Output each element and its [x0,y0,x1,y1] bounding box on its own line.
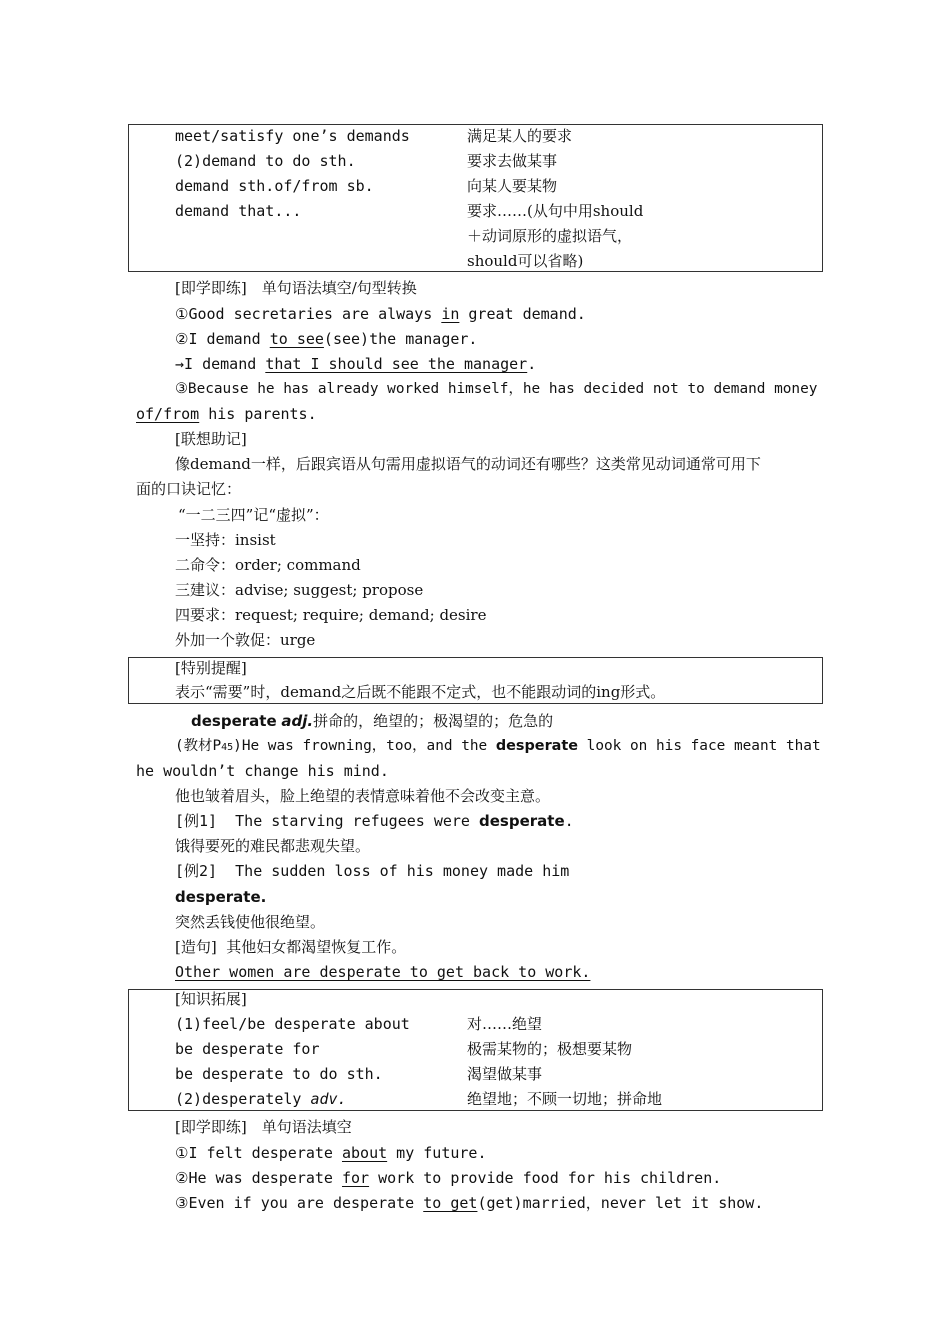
list-item: 二命令：order; command [175,556,361,574]
list-item: 外加一个敦促：urge [175,631,316,649]
part-of-speech: adj. [281,712,314,730]
table-row-meaning: 满足某人的要求 [467,127,573,145]
exercise-line: ②He was desperate for work to provide food for his children. [175,1169,722,1187]
table-row: (2)demand to do sth. [175,152,356,170]
answer-blank: that I should see the manager [265,355,528,373]
answer-blank: to see [269,330,324,348]
make-sentence: [造句] 其他妇女都渴望恢复工作。 [175,938,407,956]
exercise-line: ①Good secretaries are always in great demand. [175,305,586,323]
exercise-line: ③Even if you are desperate to get(get)married，never let it show. [175,1194,764,1212]
textbook-translation: 他也皱着眉头，脸上绝望的表情意味着他不会改变主意。 [175,787,551,805]
table-row: demand that... [175,202,302,220]
practice-heading: [即学即练] 单句语法填空 [175,1118,352,1136]
textbook-sentence: he wouldn’t change his mind. [136,762,389,780]
table-row-meaning: 极需某物的；极想要某物 [467,1040,633,1058]
table-row: meet/satisfy one’s demands [175,127,410,145]
table-row: be desperate to do sth. [175,1065,383,1083]
memory-paragraph: 像demand一样，后跟宾语从句需用虚拟语气的动词还有哪些？这类常见动词通常可用下 [175,455,761,473]
answer-blank: in [441,305,460,323]
answer-blank: to get [423,1194,478,1212]
exercise-line: ①I felt desperate about my future. [175,1144,487,1162]
table-row-meaning: 要求去做某事 [467,152,558,170]
textbook-sentence: (教材P45)He was frowning，too，and the desperate look on his face meant that [175,738,821,754]
list-item: 三建议：advise; suggest; propose [175,581,424,599]
table-row: be desperate for [175,1040,320,1058]
table-row-meaning: ＋动词原形的虚拟语气， [467,227,633,245]
practice-heading: [即学即练] 单句语法填空/句型转换 [175,279,417,297]
example-sentence: [例1] The starving refugees were desperate. [175,812,574,830]
exercise-line: ②I demand to see(see)the manager. [175,330,478,348]
exercise-line: →I demand that I should see the manager. [175,355,537,373]
table-row-meaning: 向某人要某物 [467,177,558,195]
example-sentence: [例2] The sudden loss of his money made him [175,862,570,880]
answer-blank: of/from [136,405,200,423]
exercise-line: of/from his parents. [136,405,317,423]
table-row: demand sth.of/from sb. [175,177,374,195]
memory-paragraph: 面的口诀记忆： [136,480,242,498]
example-translation: 饿得要死的难民都悲观失望。 [175,837,371,855]
table-row: (2)desperately adv. [175,1090,347,1108]
memory-rhyme: “一二三四”记“虚拟”： [178,506,329,524]
table-row-meaning: 要求……(从句中用should [467,202,644,220]
table-row-meaning: should可以省略) [467,252,584,270]
special-heading: [特别提醒] [175,659,247,677]
table-row-meaning: 渴望做某事 [467,1065,543,1083]
answer-blank: about [341,1144,388,1162]
table-row-meaning: 对……绝望 [467,1015,543,1033]
example-translation: 突然丢钱使他很绝望。 [175,913,326,931]
extension-heading: [知识拓展] [175,990,247,1008]
special-text: 表示“需要”时，demand之后既不能跟不定式，也不能跟动词的ing形式。 [175,683,666,701]
answer-blank: Other women are desperate to get back to work. [175,963,591,981]
table-row-meaning: 绝望地；不顾一切地；拼命地 [467,1090,663,1108]
example-sentence: desperate. [175,888,267,906]
memory-heading: [联想助记] [175,430,247,448]
list-item: 四要求：request; require; demand; desire [175,606,487,624]
entry-headword: desperate adj.拼命的，绝望的；极渴望的；危急的 [191,712,554,730]
exercise-line: ③Because he has already worked himself，he has decided not to demand money [175,381,818,397]
table-row: (1)feel/be desperate about [175,1015,410,1033]
list-item: 一坚持：insist [175,531,276,549]
answer-blank: for [341,1169,370,1187]
